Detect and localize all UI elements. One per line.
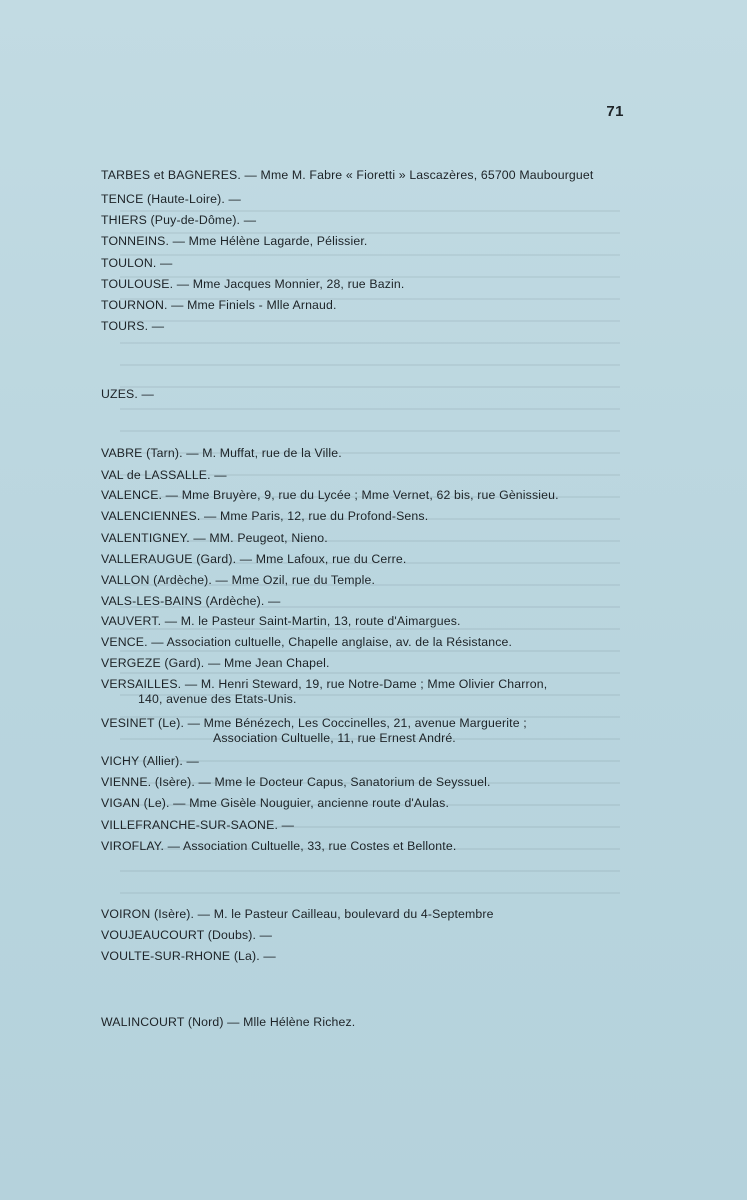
entry-text: TENCE (Haute-Loire). — xyxy=(101,192,241,206)
list-item xyxy=(101,468,227,483)
list-item xyxy=(101,907,494,922)
entry-text: UZES. — xyxy=(101,387,154,401)
entry-text: VALENCE. — Mme Bruyère, 9, rue du Lycée ; Mme Vernet, 62 bis, rue Gènissieu. xyxy=(101,488,559,502)
entry-text: VICHY (Allier). — xyxy=(101,754,199,768)
list-item xyxy=(101,446,342,461)
list-item xyxy=(101,168,593,183)
entry-text: VOIRON (Isère). — M. le Pasteur Cailleau, boulevard du 4-Septembre xyxy=(101,907,494,921)
list-item xyxy=(101,594,280,609)
list-item xyxy=(101,213,256,228)
list-item xyxy=(101,1015,355,1030)
list-item xyxy=(101,573,375,588)
list-item xyxy=(101,677,547,707)
entry-text: TOULOUSE. — Mme Jacques Monnier, 28, rue Bazin. xyxy=(101,277,405,291)
list-item xyxy=(101,531,328,546)
list-item xyxy=(101,839,456,854)
entry-text: VIGAN (Le). — Mme Gisèle Nouguier, ancienne route d'Aulas. xyxy=(101,796,450,810)
entry-text: VIROFLAY. — Association Cultuelle, 33, rue Costes et Bellonte. xyxy=(101,839,457,853)
entry-text: VIENNE. (Isère). — Mme le Docteur Capus, Sanatorium de Seyssuel. xyxy=(101,775,491,789)
list-item xyxy=(101,488,559,503)
list-item xyxy=(101,192,241,207)
entry-text: VERGEZE (Gard). — Mme Jean Chapel. xyxy=(101,656,330,670)
list-item xyxy=(101,552,406,567)
list-item xyxy=(101,298,337,313)
entry-text: VALENCIENNES. — Mme Paris, 12, rue du Profond-Sens. xyxy=(101,509,429,523)
entry-text: WALINCOURT (Nord) — Mlle Hélène Richez. xyxy=(101,1015,356,1029)
entry-text: TOURS. — xyxy=(101,319,165,333)
entry-text: VENCE. — Association cultuelle, Chapelle anglaise, av. de la Résistance. xyxy=(101,635,513,649)
list-item xyxy=(101,656,330,671)
entry-text: VALLERAUGUE (Gard). — Mme Lafoux, rue du Cerre. xyxy=(101,552,407,566)
entry-text: TARBES et BAGNERES. — Mme M. Fabre « Fioretti » Lascazères, 65700 Maubourguet xyxy=(101,168,594,182)
list-item xyxy=(101,234,367,249)
list-item xyxy=(101,256,173,271)
list-item xyxy=(101,387,154,402)
entry-text: VALLON (Ardèche). — Mme Ozil, rue du Temple. xyxy=(101,573,376,587)
list-item xyxy=(101,509,428,524)
list-item xyxy=(101,319,164,334)
list-item xyxy=(101,716,527,746)
list-item xyxy=(101,635,512,650)
entry-text: VAUVERT. — M. le Pasteur Saint-Martin, 13, route d'Aimargues. xyxy=(101,614,461,628)
page-number: 71 xyxy=(606,103,624,120)
entry-text: VOULTE-SUR-RHONE (La). — xyxy=(101,949,276,963)
entry-continuation: 140, avenue des Etats-Unis. xyxy=(138,692,297,706)
list-item xyxy=(101,949,276,964)
entry-text: VAL de LASSALLE. — xyxy=(101,468,227,482)
entry-text: TONNEINS. — Mme Hélène Lagarde, Pélissier. xyxy=(101,234,368,248)
entry-text: TOULON. — xyxy=(101,256,173,270)
entry-continuation: Association Cultuelle, 11, rue Ernest André. xyxy=(213,731,456,745)
list-item xyxy=(101,754,199,769)
entry-text: VERSAILLES. — M. Henri Steward, 19, rue Notre-Dame ; Mme Olivier Charron, xyxy=(101,677,548,691)
list-item xyxy=(101,775,491,790)
entry-text: VILLEFRANCHE-SUR-SAONE. — xyxy=(101,818,295,832)
entry-text: TOURNON. — Mme Finiels - Mlle Arnaud. xyxy=(101,298,337,312)
list-item xyxy=(101,796,449,811)
list-item xyxy=(101,614,461,629)
list-item xyxy=(101,928,272,943)
entry-text: VABRE (Tarn). — M. Muffat, rue de la Ville. xyxy=(101,446,342,460)
list-item xyxy=(101,277,404,292)
entry-text: THIERS (Puy-de-Dôme). — xyxy=(101,213,257,227)
entry-text: VALS-LES-BAINS (Ardèche). — xyxy=(101,594,281,608)
entry-text: VESINET (Le). — Mme Bénézech, Les Coccinelles, 21, avenue Marguerite ; xyxy=(101,716,527,730)
entry-text: VOUJEAUCOURT (Doubs). — xyxy=(101,928,273,942)
list-item xyxy=(101,818,294,833)
entry-text: VALENTIGNEY. — MM. Peugeot, Nieno. xyxy=(101,531,328,545)
